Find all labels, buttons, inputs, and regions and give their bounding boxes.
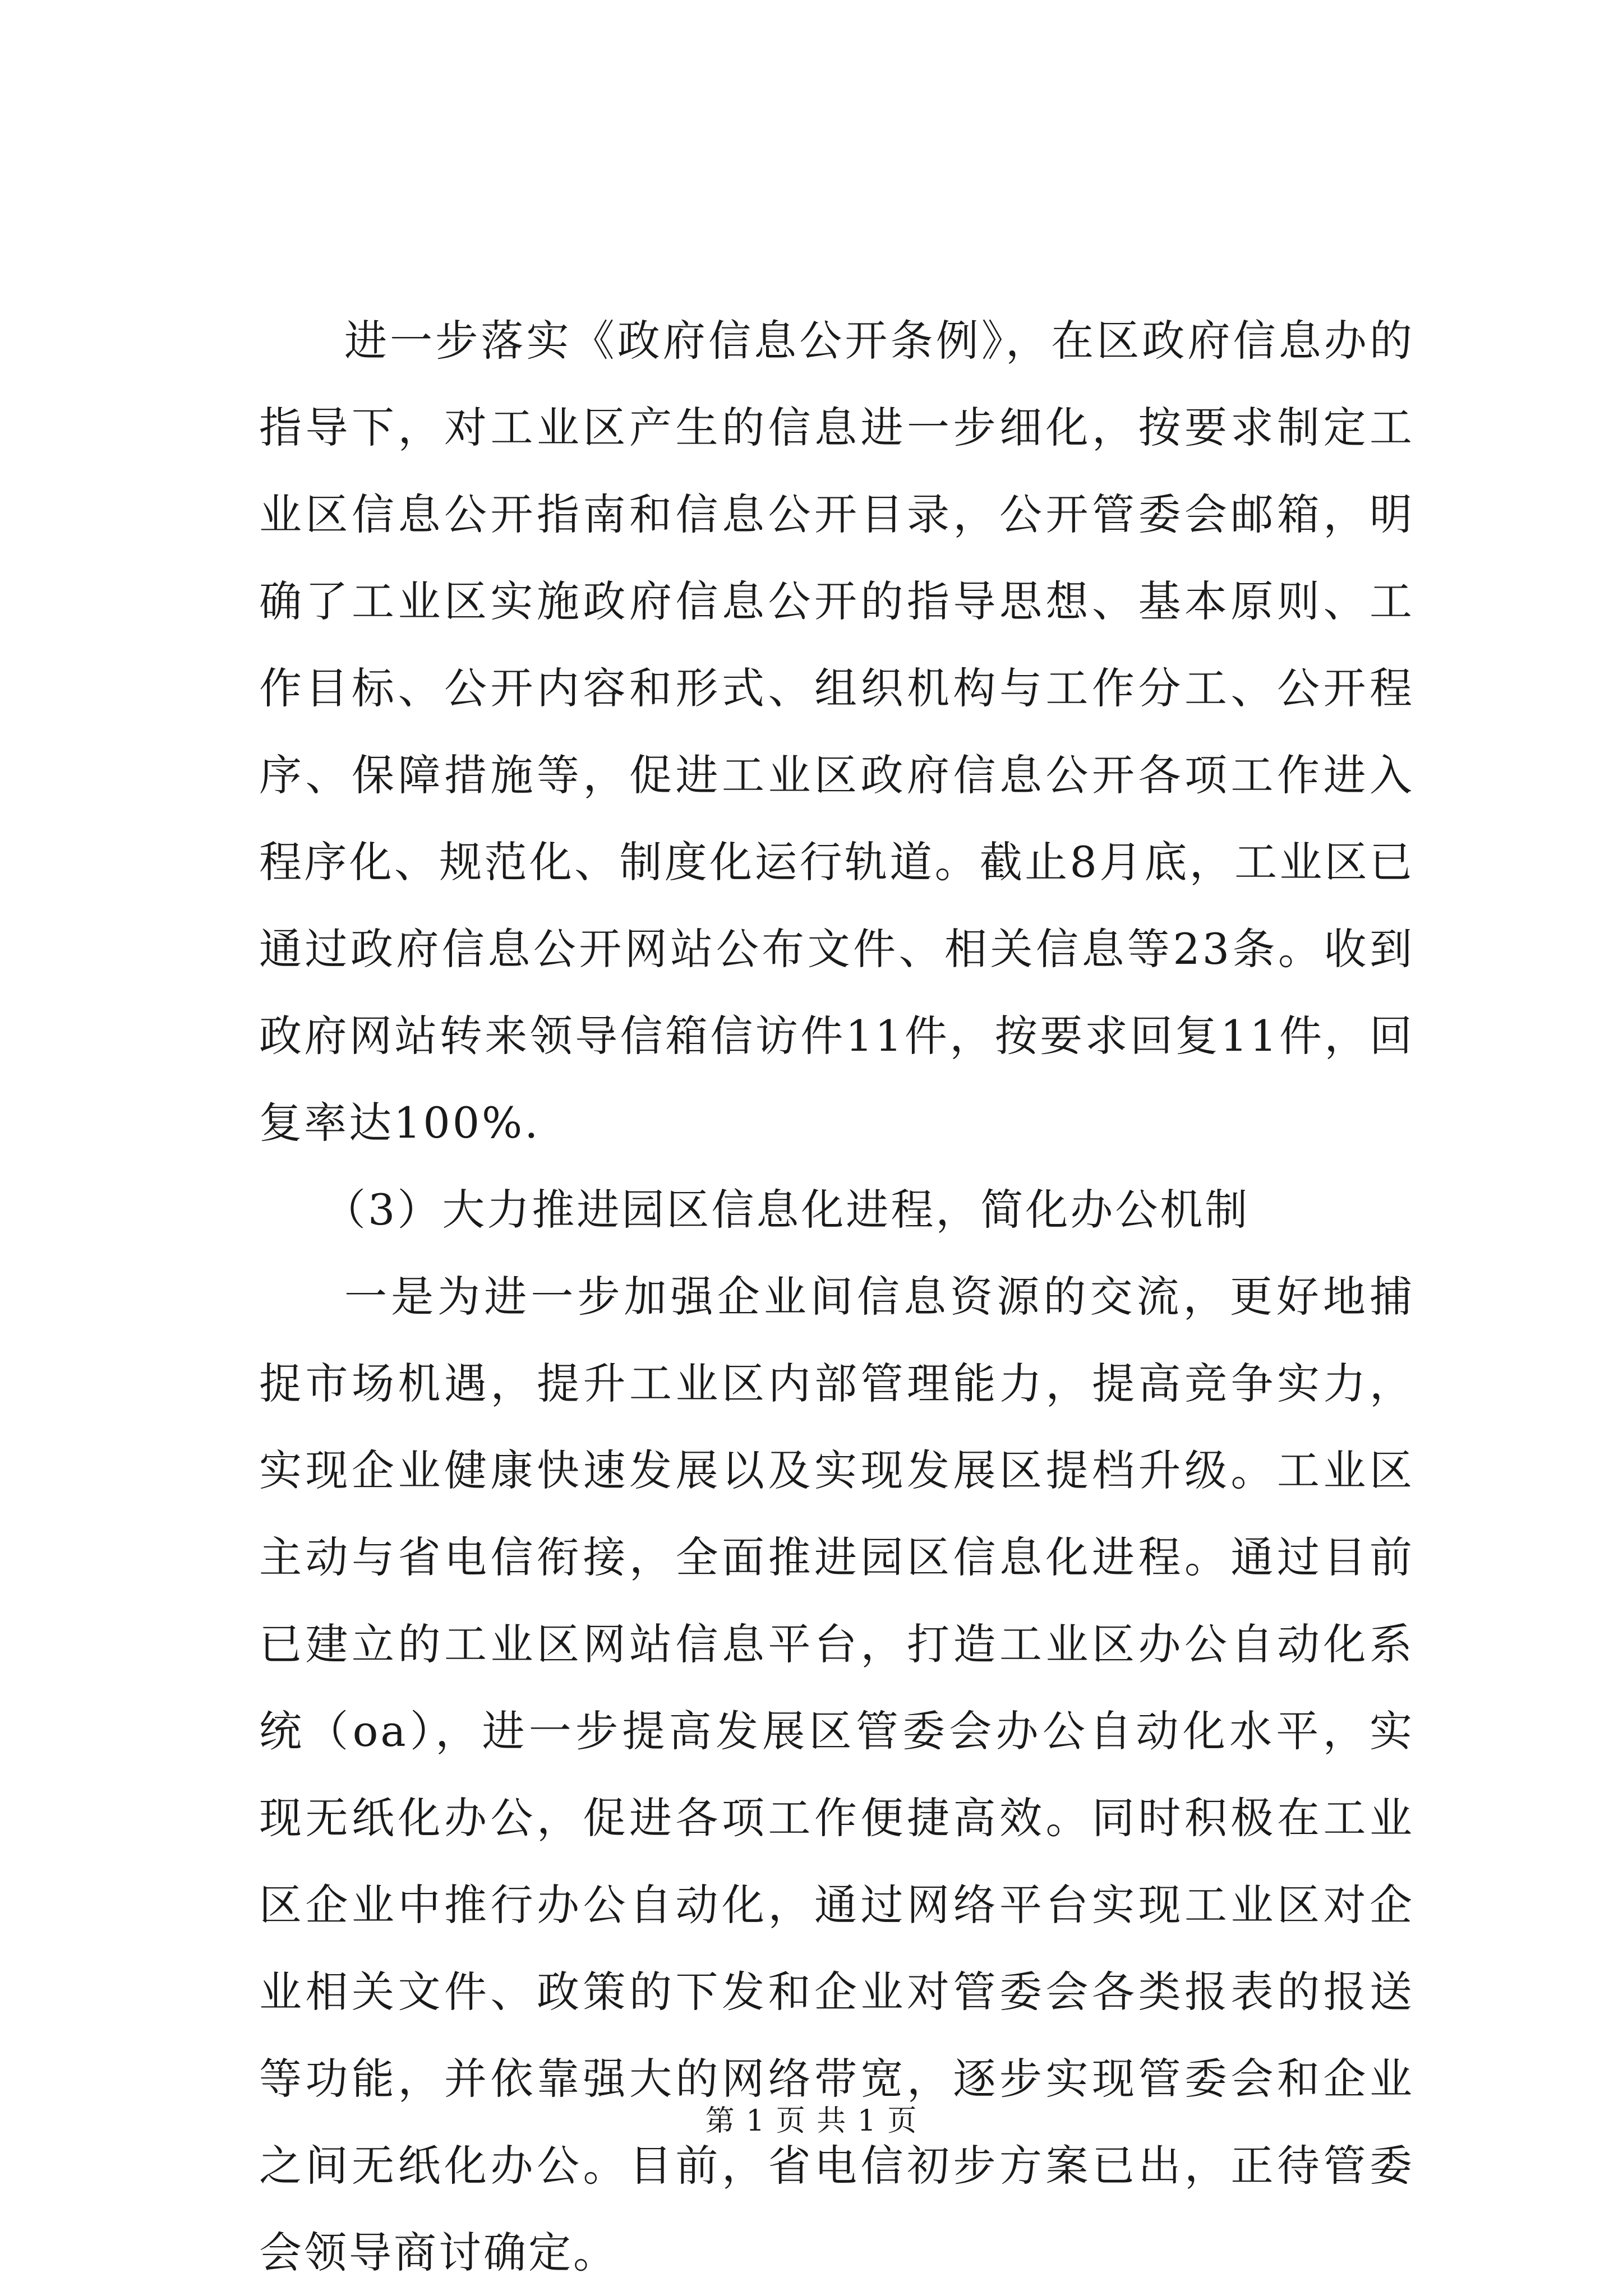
section-heading-informatization: （3）大力推进园区信息化进程，简化办公机制 — [323, 1185, 1250, 1235]
paragraph-information-disclosure: 进一步落实《政府信息公开条例》，在区政府信息办的指导下，对工业区产生的信息进一步细化，按要求制定工业区信息公开指南和信息公开目录，公开管委会邮箱，明确了工业区实施政府信息公开的指导思想、基本原则、工作目标、公开内容和形式、组织机构与工作分工、公开程序、保障措施等，促进工业区政府信息公开各项工作进入程序化、规范化、制度化运行轨道。截止8月底，工业区已通过政府信息公开网站公布文件、相关信息等23条。收到政府网站转来领导信箱信访件11件，按要求回复11件，回复率达100%. — [259, 316, 1414, 1148]
paragraph-office-automation: 一是为进一步加强企业间信息资源的交流，更好地捕捉市场机遇，提升工业区内部管理能力，提高竞争实力，实现企业健康快速发展以及实现发展区提档升级。工业区主动与省电信衔接，全面推进园区信息化进程。通过目前已建立的工业区网站信息平台，打造工业区办公自动化系统（oa），进一步提高发展区管委会办公自动化水平，实现无纸化办公，促进各项工作便捷高效。同时积极在工业区企业中推行办公自动化，通过网络平台实现工业区对企业相关文件、政策的下发和企业对管委会各类报表的报送等功能，并依靠强大的网络带宽，逐步实现管委会和企业之间无纸化办公。目前，省电信初步方案已出，正待管委会领导商讨确定。 — [259, 1272, 1414, 2277]
page-footer: 第 1 页 共 1 页 — [705, 2104, 918, 2138]
document-body — [259, 297, 1414, 2296]
